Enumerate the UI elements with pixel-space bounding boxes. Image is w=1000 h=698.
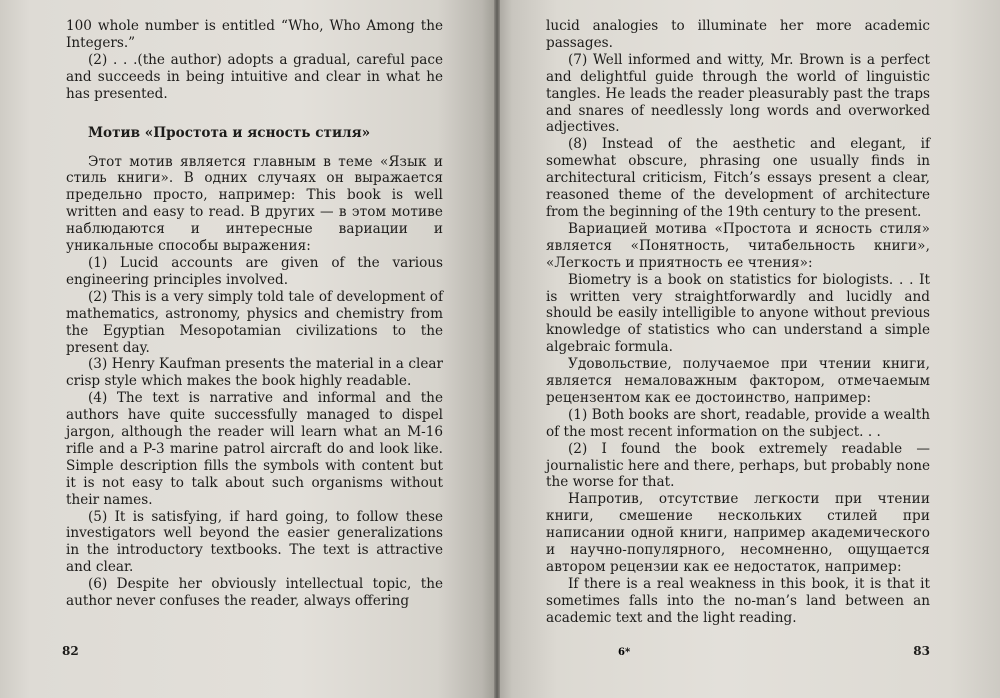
section-heading: Мотив «Простота и ясность стиля»: [88, 124, 371, 141]
right-page: [497, 0, 1000, 698]
paragraph: (7) Well informed and witty, Mr. Brown is a perfect and delightful guide through the world of linguistic tangles. He leads the reader pleasurably past the traps and snares of needlessly long words and overworked adjectives.: [546, 51, 930, 136]
paragraph: (6) Despite her obviously intellectual topic, the author never confuses the reader, always offering: [66, 576, 443, 610]
paragraph: (8) Instead of the aesthetic and elegant, if somewhat obscure, phrasing one usually finds in architectural criticism, Fitch’s essays present a clear, reasoned theme of the development of architecture from the beginning of the 19th century to the present.: [546, 136, 930, 220]
paragraph: (2) I found the book extremely readable — journalistic here and there, perhaps, but probably none the worse for that.: [546, 440, 930, 491]
paragraph: 100 whole number is entitled “Who, Who Among the Integers.”: [66, 18, 443, 51]
page-number: 82: [62, 644, 79, 658]
paragraph: (1) Lucid accounts are given of the various engineering principles involved.: [66, 254, 443, 288]
paragraph: (2) This is a very simply told tale of development of mathematics, astronomy, physics and chemistry from the Egyptian Mesopotamian civilizations to the present day.: [66, 288, 443, 356]
paragraph: (2) . . .(the author) adopts a gradual, careful pace and succeeds in being intuitive and clear in what he has presented.: [66, 51, 443, 102]
paragraph: Напротив, отсутствие легкости при чтении книги, смешение нескольких стилей при написании одной книги, например академического и научно-популярного, несомненно, ощущается автором рецензии как ее недостаток, например:: [546, 491, 930, 575]
paragraph: (4) The text is narrative and informal and the authors have quite successfully managed to dispel jargon, although the reader will learn what an M-16 rifle and a P-3 marine patrol aircraft do and look like. Simple description fills the symbols with content but it is not easy to talk about such organisms without their names.: [66, 390, 443, 508]
paragraph: (1) Both books are short, readable, provide a wealth of the most recent information on the subject. . .: [546, 406, 930, 440]
paragraph: Вариацией мотива «Простота и ясность стиля» является «Понятность, читабельность книги», «Легкость и приятность ее чтения»:: [546, 220, 930, 271]
paragraph: Удовольствие, получаемое при чтении книги, является немаловажным фактором, отмечаемым рецензентом как ее достоинство, например:: [546, 356, 930, 406]
paragraph: Biometry is a book on statistics for biologists. . . It is written very straightforwardly and lucidly and should be easily intelligible to anyone without previous knowledge of statistics who can understand a simple algebraic formula.: [546, 271, 930, 356]
paragraph: If there is a real weakness in this book, it is that it sometimes falls into the no-man’s land between an academic text and the light reading.: [546, 575, 930, 626]
page-number: 83: [913, 644, 930, 658]
paragraph: lucid analogies to illuminate her more academic passages.: [546, 18, 930, 51]
paragraph: Этот мотив является главным в теме «Язык и стиль книги». В одних случаях он выражается предельно просто, например: This book is well written and easy to read. В других — в этом мотиве наблюдаются и интересные вариации и уникальные способы выражения:: [66, 153, 443, 255]
book-gutter: [494, 0, 500, 698]
signature-mark: 6*: [618, 647, 631, 658]
paragraph: (5) It is satisfying, if hard going, to follow these investigators well beyond the easier generalizations in the introductory textbooks. The text is attractive and clear.: [66, 508, 443, 576]
left-page: [0, 0, 497, 698]
paragraph: (3) Henry Kaufman presents the material in a clear crisp style which makes the book highly readable.: [66, 356, 443, 390]
